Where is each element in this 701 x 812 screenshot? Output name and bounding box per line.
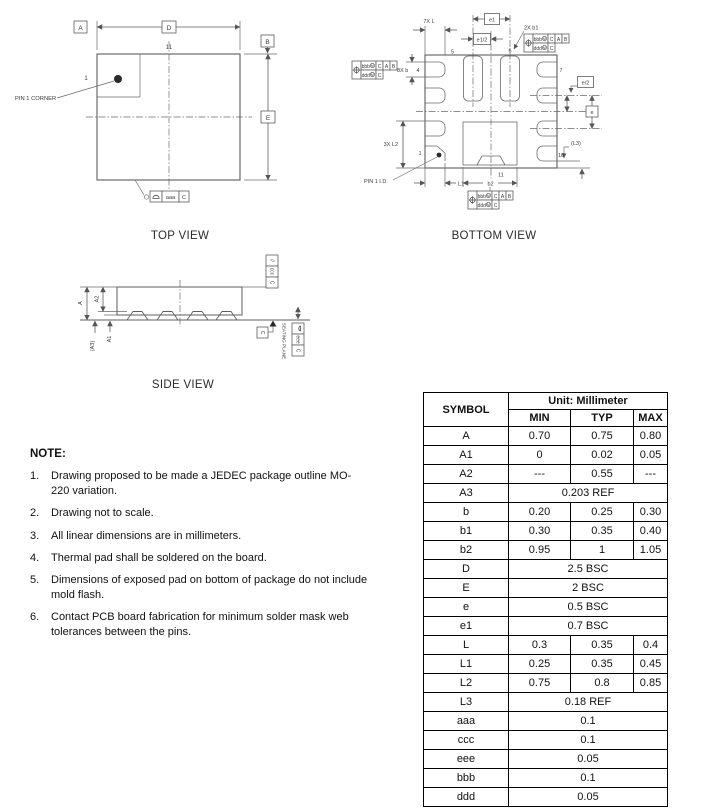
notes-list: [30, 469, 402, 641]
parallel-tol: ccc: [268, 267, 275, 276]
bottom-view-drawing: [340, 5, 701, 230]
symbol-cell: bbb: [424, 769, 509, 788]
fcf-tol1: bbb: [361, 63, 370, 70]
fcf-tol2: ddd: [361, 72, 370, 79]
fcf-datum-c: C: [493, 193, 498, 200]
fcf-datum-c: C: [377, 63, 382, 70]
table-row: [424, 560, 668, 579]
dim-e1-label: e1: [488, 17, 496, 24]
position-frame-left: [352, 61, 397, 79]
symbol-cell: L3: [424, 693, 509, 712]
side-view-caption: SIDE VIEW: [151, 379, 215, 391]
value-cell-min: ---: [509, 465, 571, 484]
dim-ehalf-leader: [571, 86, 578, 93]
header-min: MIN: [509, 410, 571, 427]
table-row: [424, 598, 668, 617]
symbol-cell: b: [424, 503, 509, 522]
table-row: [424, 579, 668, 598]
dim-b2-label: b2: [487, 181, 494, 188]
symbol-cell: A3: [424, 484, 509, 503]
parallelism-frame: [266, 255, 278, 288]
dim-8xb-label: 8X b: [397, 68, 409, 74]
value-cell-max: 0.30: [634, 503, 668, 522]
datum-triangle: [270, 321, 277, 327]
dim-e1half-label: e1/2: [476, 37, 488, 44]
datum-b-label: B: [265, 38, 270, 46]
side-view-drawing: [60, 253, 320, 378]
pin7-label: 7: [559, 68, 563, 74]
pin1-dot: [114, 75, 122, 83]
note-item: [30, 573, 402, 603]
table-row: [424, 465, 668, 484]
value-cell-max: 0.4: [634, 636, 668, 655]
pin1-id-label: PIN 1 I.D.: [364, 179, 388, 185]
table-row: [424, 769, 668, 788]
dim-l1-label: L1: [458, 181, 465, 188]
note-text: Drawing proposed to be made a JEDEC package outline MO-220 variation.: [51, 470, 352, 498]
value-cell-span: 0.1: [509, 712, 668, 731]
symbol-cell: E: [424, 579, 509, 598]
value-cell-max: ---: [634, 465, 668, 484]
symbol-cell: b1: [424, 522, 509, 541]
note-item: [30, 551, 402, 566]
symbol-cell: ccc: [424, 731, 509, 750]
value-cell-max: 1.05: [634, 541, 668, 560]
table-row: [424, 712, 668, 731]
datum-c-label: C: [258, 330, 265, 335]
header-max: MAX: [634, 410, 668, 427]
table-row: [424, 693, 668, 712]
top-view-caption: TOP VIEW: [150, 230, 210, 242]
leader-circle: [144, 195, 148, 199]
fcf-mod: M: [542, 37, 546, 41]
fcf-datum2-c: C: [493, 202, 498, 209]
fcf-mod: M: [370, 73, 374, 77]
ext-lines-l3: [557, 161, 590, 168]
value-cell-typ: 0.35: [571, 655, 634, 674]
value-cell-span: 0.203 REF: [509, 484, 668, 503]
coplanarity-datum: C: [294, 348, 301, 353]
package-outline: [97, 54, 240, 180]
note-item: [30, 529, 402, 544]
value-cell-span: 0.5 BSC: [509, 598, 668, 617]
datum-a-label: A: [78, 24, 83, 32]
fcf-datum-a: A: [384, 63, 389, 70]
table-row: [424, 636, 668, 655]
value-cell-typ: 0.35: [571, 522, 634, 541]
value-cell-max: 0.40: [634, 522, 668, 541]
value-cell-typ: 0.02: [571, 446, 634, 465]
table-row: [424, 750, 668, 769]
datum-connector: [268, 327, 273, 333]
table-row: [424, 788, 668, 807]
fcf-datum-b: B: [507, 193, 512, 200]
symbol-cell: A2: [424, 465, 509, 484]
table-row: [424, 731, 668, 750]
pin11-label: 11: [498, 172, 504, 179]
dim-e-label: E: [265, 114, 271, 122]
value-cell-min: 0.3: [509, 636, 571, 655]
fcf-mod: M: [486, 194, 490, 198]
position-frame-bottom: [468, 191, 513, 209]
package-body: [117, 287, 242, 315]
dim-3xl2-label: 3X L2: [383, 142, 398, 148]
symbol-cell: D: [424, 560, 509, 579]
value-cell-typ: 0.75: [571, 427, 634, 446]
value-cell-typ: 0.35: [571, 636, 634, 655]
pin10-label: 10: [558, 153, 565, 159]
profile-datum-label: C: [182, 195, 186, 201]
dim-2xb1-leader: [514, 31, 524, 49]
notes-section: [30, 448, 402, 648]
lead-bumps: [127, 312, 237, 321]
value-cell-min: 0.95: [509, 541, 571, 560]
value-cell-span: 0.1: [509, 769, 668, 788]
dim-table-body: [424, 427, 668, 807]
dim-a2-label: A2: [94, 295, 101, 303]
fcf-datum-c: C: [549, 36, 554, 43]
fcf-mod: M: [542, 46, 546, 50]
notes-title: NOTE:: [30, 448, 66, 460]
fcf-datum-a: A: [556, 36, 561, 43]
symbol-cell: A1: [424, 446, 509, 465]
note-item: [30, 469, 402, 499]
value-cell-typ: 0.8: [571, 674, 634, 693]
fcf-tol1: bbb: [477, 193, 486, 200]
table-row: [424, 655, 668, 674]
pin1-pad: [425, 146, 445, 161]
symbol-cell: aaa: [424, 712, 509, 731]
symbol-cell: eee: [424, 750, 509, 769]
value-cell-max: 0.80: [634, 427, 668, 446]
table-row: [424, 427, 668, 446]
ext-lines-l1: [425, 163, 445, 187]
position-frame-top: [524, 34, 569, 52]
pin4-label: 4: [416, 68, 420, 74]
coplanarity-frame: [292, 323, 304, 356]
symbol-cell: ddd: [424, 788, 509, 807]
table-row: [424, 541, 668, 560]
fcf-datum2-c: C: [549, 45, 554, 52]
value-cell-span: 0.1: [509, 731, 668, 750]
symbol-cell: b2: [424, 541, 509, 560]
note-number: 5.: [30, 573, 40, 586]
note-text: Contact PCB board fabrication for minimum solder mask web tolerances between the pins.: [51, 611, 349, 639]
fcf-datum-a: A: [500, 193, 505, 200]
header-unit: Unit: Millimeter: [509, 393, 668, 410]
table-row: [424, 446, 668, 465]
value-cell-min: 0.20: [509, 503, 571, 522]
value-cell-max: 0.45: [634, 655, 668, 674]
value-cell-span: 0.7 BSC: [509, 617, 668, 636]
table-row: [424, 674, 668, 693]
dimension-table: [423, 392, 668, 807]
seating-plane-label: SEATING PLANE: [281, 322, 287, 360]
pin1-label: 1: [418, 151, 422, 157]
value-cell-min: 0.70: [509, 427, 571, 446]
table-row: [424, 522, 668, 541]
header-symbol: SYMBOL: [424, 393, 509, 427]
dim-2xb1-label: 2X b1: [524, 25, 539, 32]
table-row: [424, 484, 668, 503]
ext-lines-7xl: [425, 26, 445, 55]
value-cell-min: 0.25: [509, 655, 571, 674]
note-text: Thermal pad shall be soldered on the board.: [51, 551, 267, 564]
fcf-mod: M: [486, 203, 490, 207]
fcf-tol2: ddd: [533, 45, 542, 52]
value-cell-span: 0.18 REF: [509, 693, 668, 712]
value-cell-typ: 1: [571, 541, 634, 560]
value-cell-max: 0.05: [634, 446, 668, 465]
coplanarity-tol: eee: [294, 335, 301, 344]
pin5-label: 5: [450, 49, 455, 56]
value-cell-span: 0.05: [509, 788, 668, 807]
pin1-dot: [437, 153, 442, 158]
value-cell-span: 2 BSC: [509, 579, 668, 598]
thermal-pad: [463, 122, 517, 165]
centerlines: [416, 15, 602, 179]
fcf-mod: M: [370, 64, 374, 68]
pin1-label: 1: [84, 76, 88, 82]
dim-a-label: A: [78, 301, 84, 305]
note-number: 6.: [30, 611, 40, 624]
value-cell-typ: 0.25: [571, 503, 634, 522]
value-cell-typ: 0.55: [571, 465, 634, 484]
value-cell-span: 2.5 BSC: [509, 560, 668, 579]
dim-a1-label: A1: [107, 335, 113, 343]
dim-ehalf-label: e/2: [581, 80, 590, 87]
fcf-datum-b: B: [391, 63, 396, 70]
ext-lines-3xl2: [396, 121, 425, 168]
dim-e-label: e: [590, 109, 594, 116]
pin1-corner-label: PIN 1 CORNER: [15, 96, 57, 102]
profile-frame-leader: [135, 180, 144, 195]
value-cell-min: 0.30: [509, 522, 571, 541]
value-cell-min: 0: [509, 446, 571, 465]
note-number: 1.: [30, 470, 40, 482]
note-text: Drawing not to scale.: [51, 507, 154, 520]
fcf-datum-b: B: [563, 36, 568, 43]
dim-a3-label: (A3): [90, 340, 96, 352]
symbol-cell: e1: [424, 617, 509, 636]
note-item: [30, 506, 402, 521]
parallel-datum: C: [268, 280, 275, 285]
fcf-tol2: ddd: [477, 202, 486, 209]
symbol-cell: e: [424, 598, 509, 617]
fcf-tol1: bbb: [533, 36, 542, 43]
symbol-cell: L: [424, 636, 509, 655]
dim-l3-leader: [564, 147, 569, 158]
note-text: Dimensions of exposed pad on bottom of package do not include mold flash.: [51, 573, 368, 602]
pin6-label: 6: [508, 48, 512, 55]
profile-tolerance-frame: [150, 191, 189, 202]
fcf-datum2-c: C: [377, 72, 382, 79]
dim-7xl-label: 7X L: [423, 19, 435, 25]
centerlines: [86, 41, 252, 197]
pin11-label: 11: [165, 45, 173, 51]
value-cell-span: 0.05: [509, 750, 668, 769]
value-cell-max: 0.85: [634, 674, 668, 693]
dim-d-label: D: [166, 24, 172, 32]
profile-tol-label: aaa: [165, 195, 176, 201]
symbol-cell: A: [424, 427, 509, 446]
note-number: 4.: [30, 551, 40, 564]
top-view-drawing: [10, 5, 330, 230]
value-cell-min: 0.75: [509, 674, 571, 693]
bottom-view-caption: BOTTOM VIEW: [451, 230, 537, 242]
table-row: [424, 503, 668, 522]
dim-l3-label: (L3): [571, 141, 581, 147]
parallel-symbol: //: [268, 259, 275, 262]
note-text: All linear dimensions are in millimeters.: [51, 529, 242, 542]
note-number: 2.: [30, 507, 40, 520]
note-item: [30, 610, 402, 640]
symbol-cell: L1: [424, 655, 509, 674]
table-row: [424, 617, 668, 636]
symbol-cell: L2: [424, 674, 509, 693]
pin1-corner-leader: [57, 81, 114, 98]
header-typ: TYP: [571, 410, 634, 427]
note-number: 3.: [30, 529, 40, 542]
